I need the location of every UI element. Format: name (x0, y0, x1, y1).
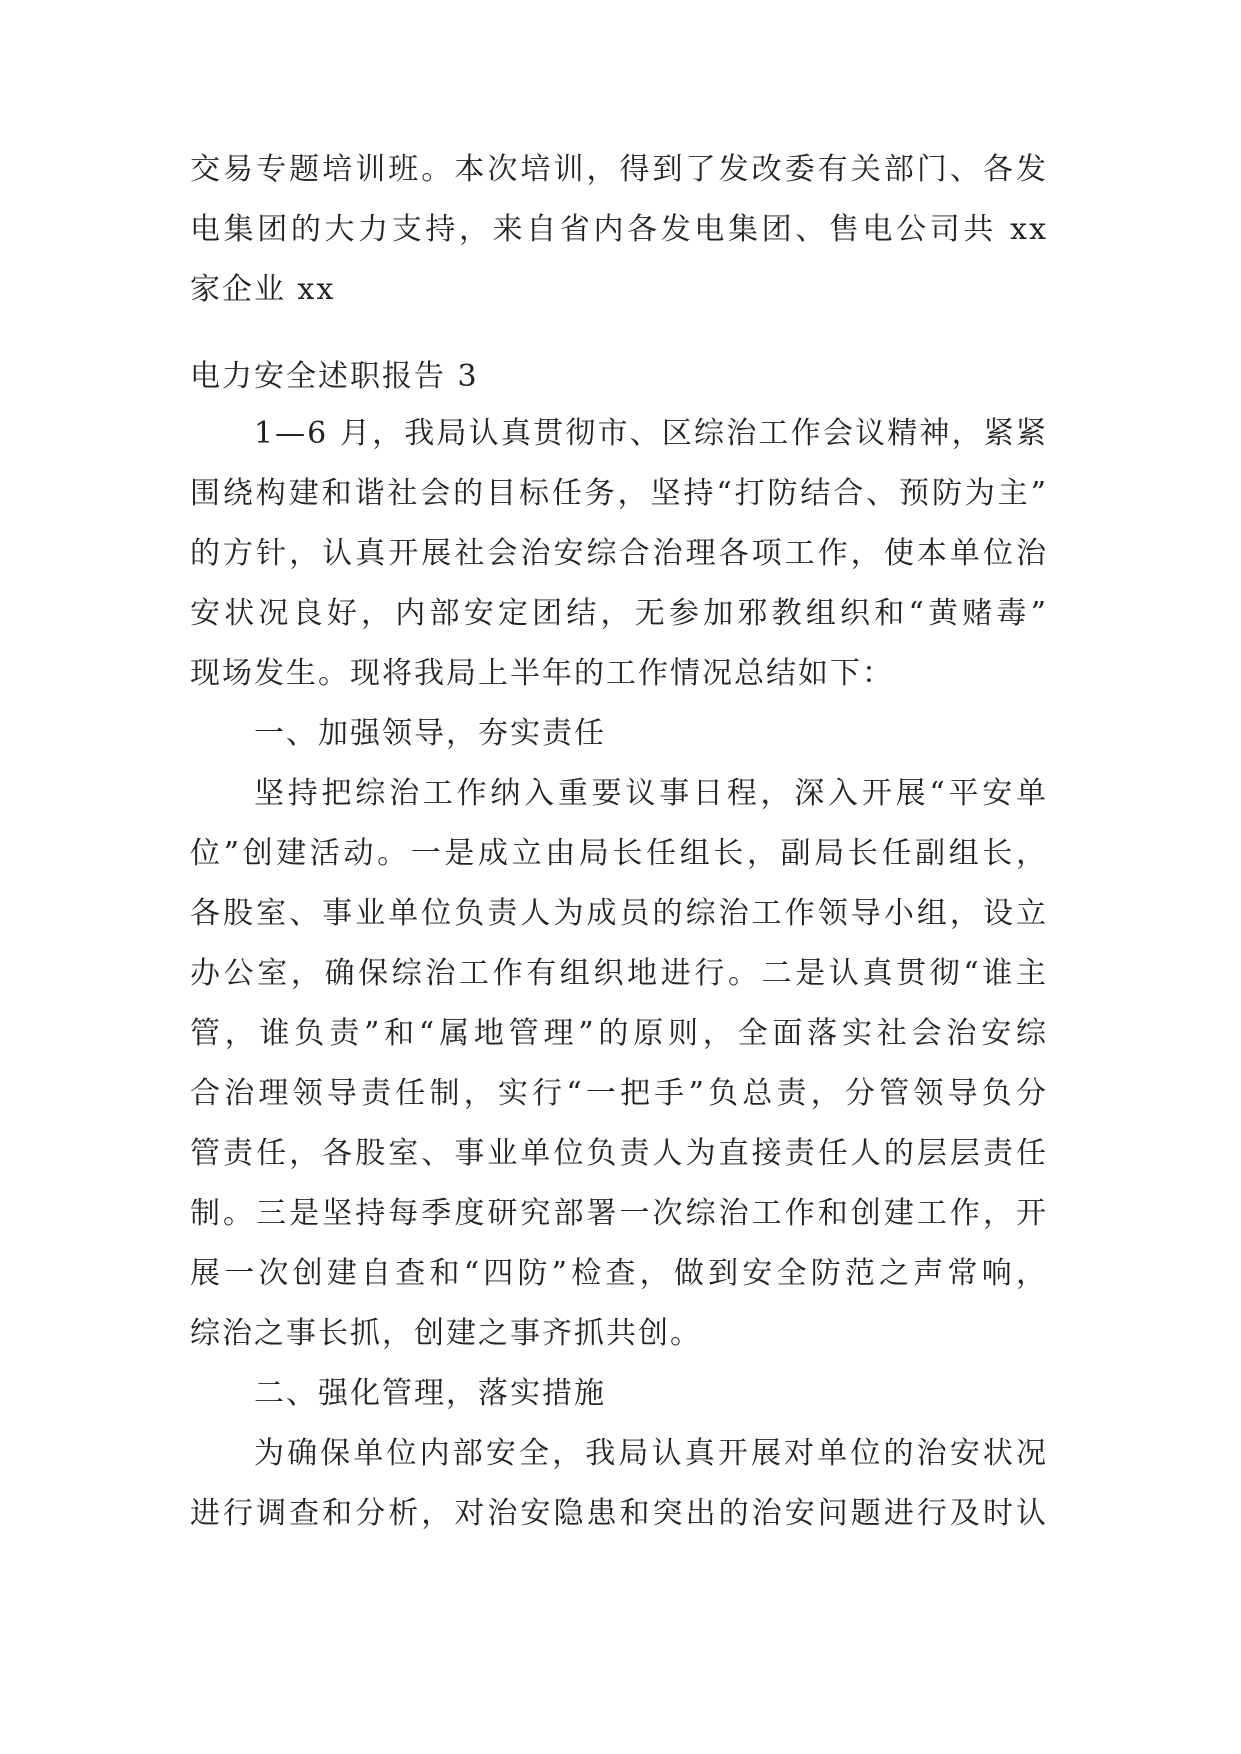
body-line: 管责任，各股室、事业单位负责人为直接责任人的层层责任 (190, 1136, 1048, 1171)
body-line: 围绕构建和谐社会的目标任务，坚持“打防结合、预防为主” (190, 476, 1048, 511)
body-line: 坚持把综治工作纳入重要议事日程，深入开展“平安单 (254, 776, 1048, 811)
intro-line-2: 电集团的大力支持，来自省内各发电集团、售电公司共 xx (190, 212, 1048, 247)
body-line: 现场发生。现将我局上半年的工作情况总结如下： (190, 656, 894, 691)
heading-one: 一、加强领导，夯实责任 (254, 716, 606, 751)
body-line: 展一次创建自查和“四防”检查，做到安全防范之声常响， (190, 1256, 1048, 1291)
body-line: 进行调查和分析，对治安隐患和突出的治安问题进行及时认 (190, 1496, 1048, 1531)
body-line: 管，谁负责”和“属地管理”的原则，全面落实社会治安综 (190, 1016, 1048, 1051)
body-line: 1—6 月，我局认真贯彻市、区综治工作会议精神，紧紧 (254, 416, 1048, 451)
body-line: 位”创建活动。一是成立由局长任组长，副局长任副组长， (190, 836, 1048, 871)
intro-line-3: 家企业 xx (190, 272, 336, 307)
section-title: 电力安全述职报告 3 (190, 359, 479, 394)
body-line: 安状况良好，内部安定团结，无参加邪教组织和“黄赌毒” (190, 596, 1048, 631)
body-line: 办公室，确保综治工作有组织地进行。二是认真贯彻“谁主 (190, 956, 1048, 991)
heading-two: 二、强化管理，落实措施 (254, 1376, 606, 1411)
body-line: 合治理领导责任制，实行“一把手”负总责，分管领导负分 (190, 1076, 1048, 1111)
body-line: 的方针，认真开展社会治安综合治理各项工作，使本单位治 (190, 536, 1048, 571)
intro-line-1: 交易专题培训班。本次培训，得到了发改委有关部门、各发 (190, 152, 1048, 187)
body-line: 制。三是坚持每季度研究部署一次综治工作和创建工作，开 (190, 1196, 1048, 1231)
body-line: 为确保单位内部安全，我局认真开展对单位的治安状况 (254, 1436, 1048, 1471)
body-line: 各股室、事业单位负责人为成员的综治工作领导小组，设立 (190, 896, 1048, 931)
body-line: 综治之事长抓，创建之事齐抓共创。 (190, 1316, 702, 1351)
